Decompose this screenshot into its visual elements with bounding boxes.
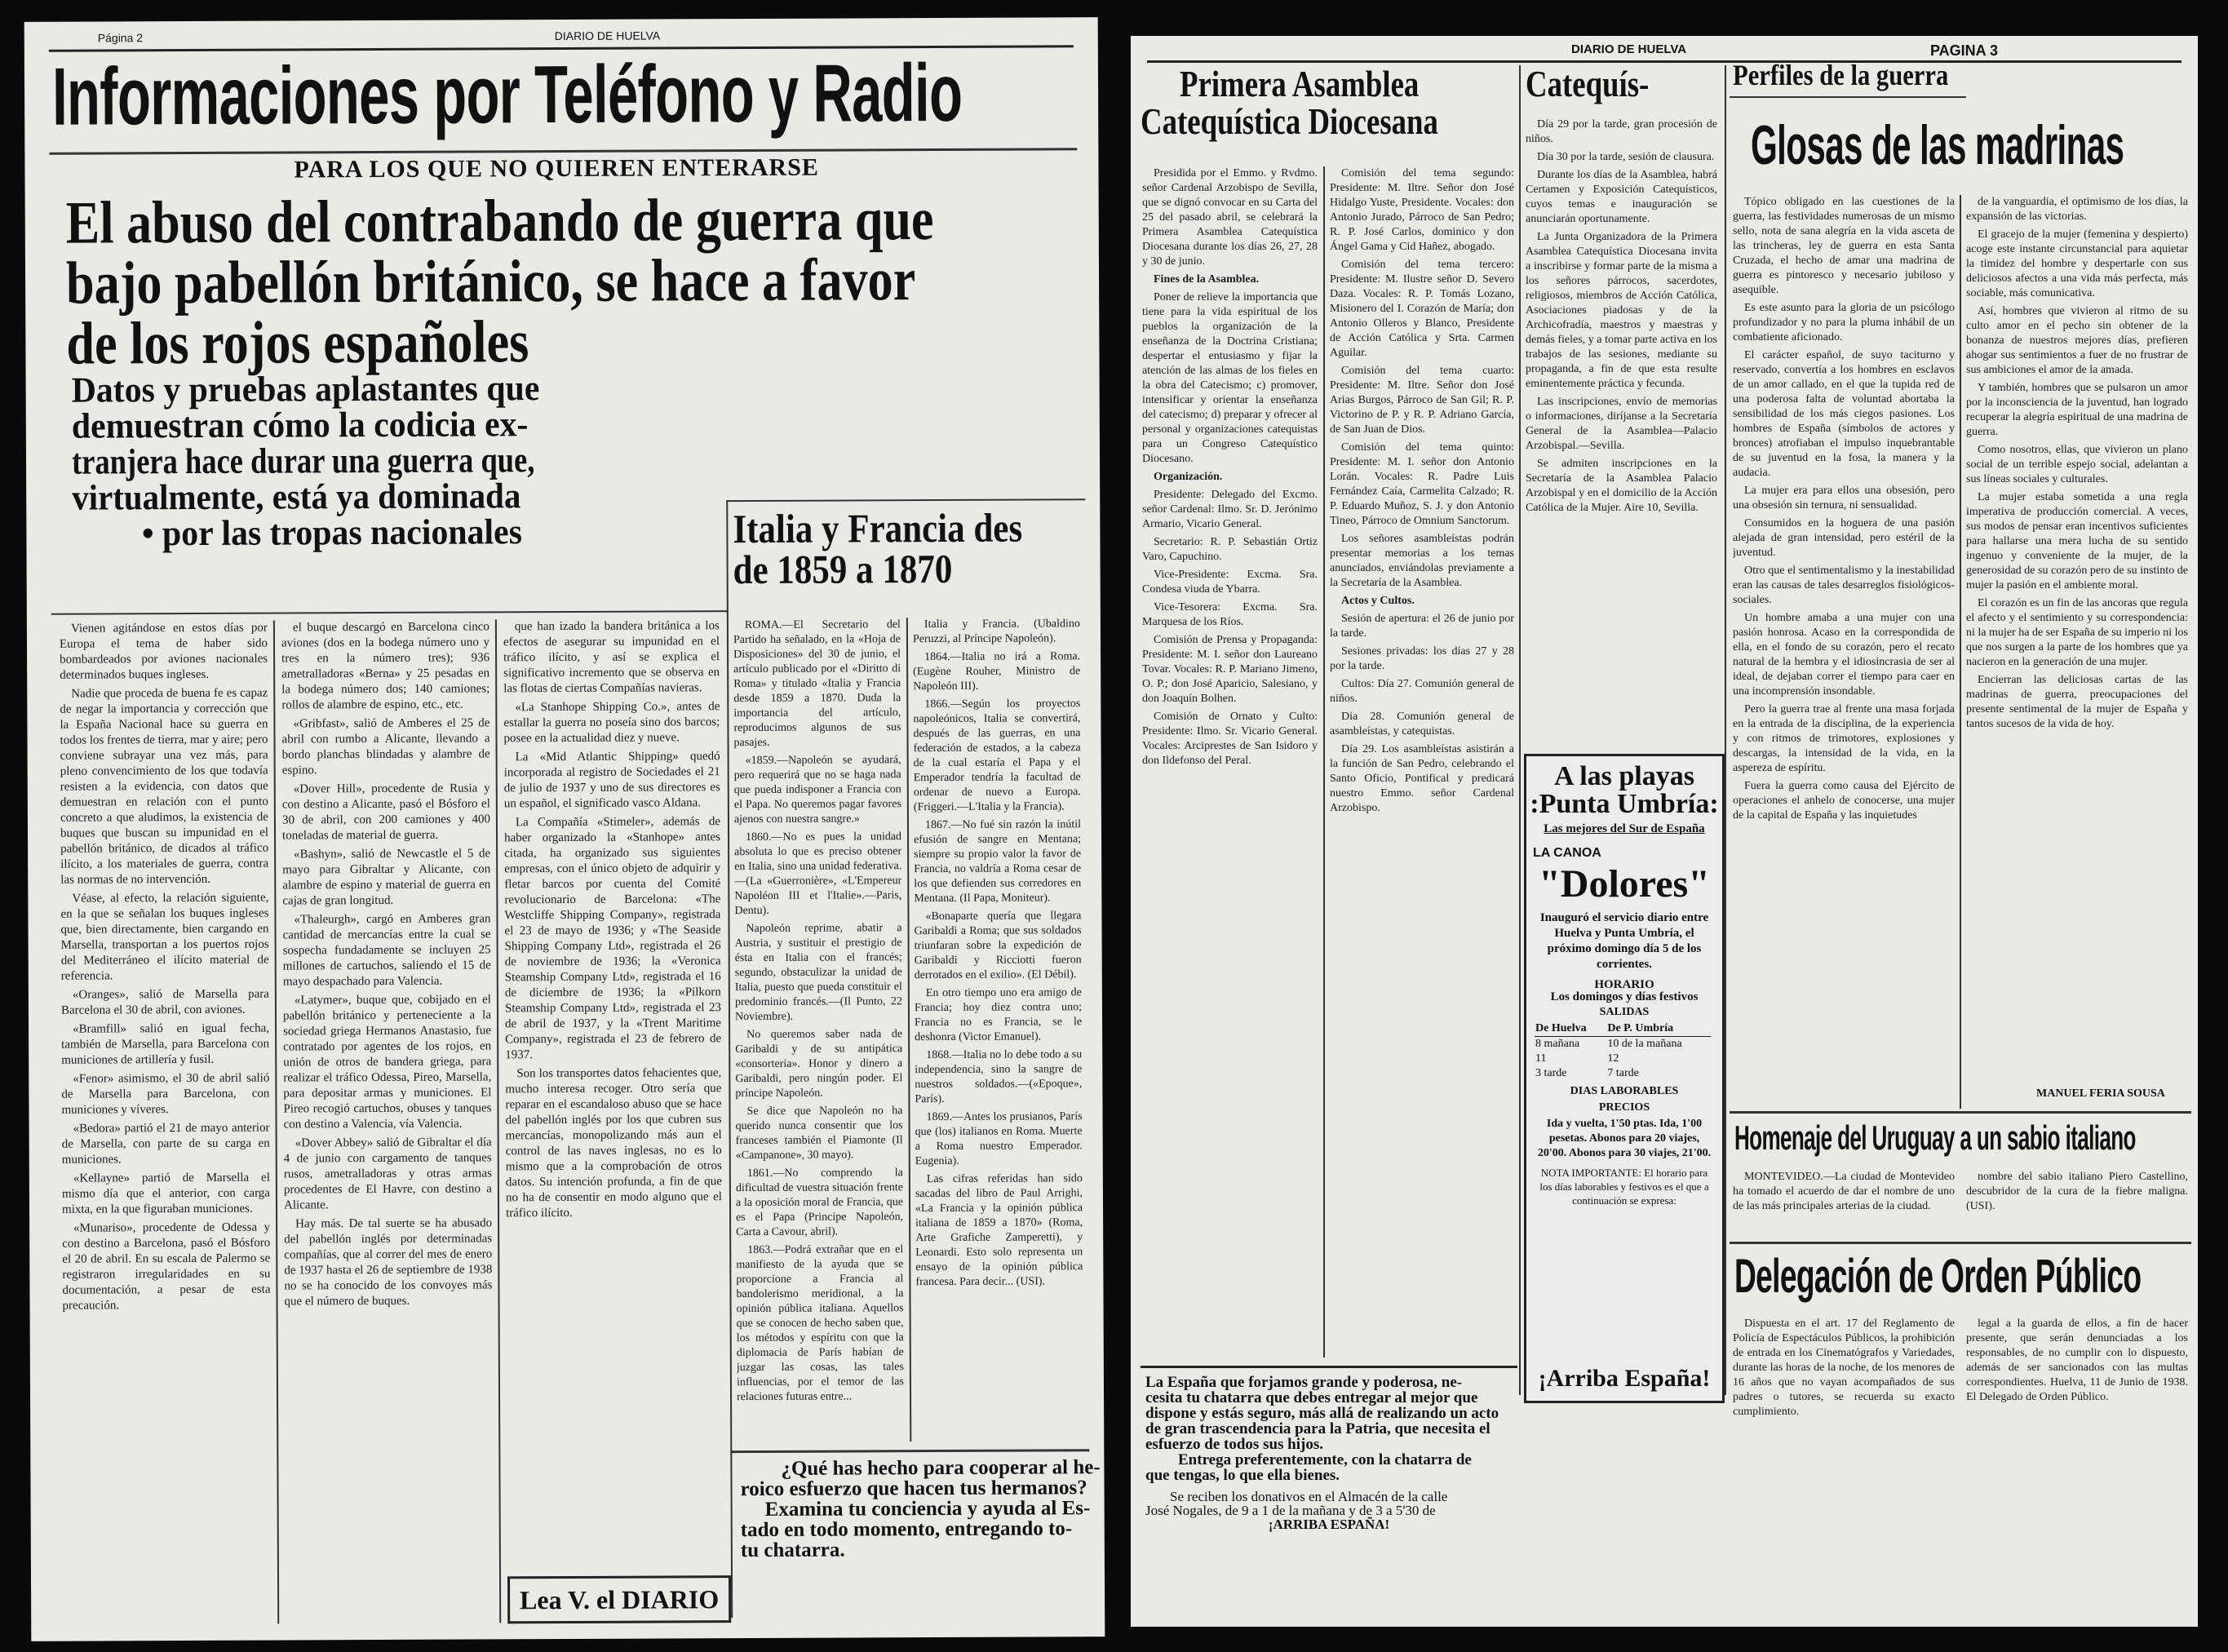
asamblea-headline: Primera Asamblea Catequística Diocesana — [1141, 63, 1438, 142]
uruguay-column-1: MONTEVIDEO.—La ciudad de Montevideo ha tomado el acuerdo de dar el nombre de uno de las más principales arterias de la ciudad. — [1733, 1171, 1955, 1212]
orden-column-1: Dispuesta en el art. 17 del Reglamento de Policía de Espectáculos Públicos, la prohibición de entrada en los Cinematógrafos y Variedades, durante las horas de la noche, de los menores de 16 años que no vayan acompañados de sus padres o tutores, se recuerda su exacto cumplimiento. — [1733, 1318, 1955, 1418]
precios-text: Ida y vuelta, 1'50 ptas. Ida, 1'00 pesetas. Abonos para 20 viajes, 20'00. Abonos para 30 viajes, 21'00. — [1537, 1118, 1712, 1159]
catequis-divider — [1519, 65, 1521, 1395]
column-rule-1 — [273, 621, 279, 1624]
la-canoa: LA CANOA — [1533, 846, 1601, 860]
playas-title-line-2: :Punta Umbría: — [1530, 789, 1719, 819]
column-rule-2 — [495, 619, 501, 1623]
arriba-espana-ad: ¡Arriba España! — [1538, 1365, 1711, 1392]
right-paper-name: DIARIO DE HUELVA — [1571, 42, 1687, 56]
perfiles-divider — [1725, 65, 1726, 1395]
horario-row: 8 mañana 10 de la mañana — [1535, 1038, 1682, 1050]
contraband-column-1: Vienen agitándose en estos días por Europa el tema de haber sido bombardeados por aviones nacionales determinados buques ingleses. Nadie que proceda de buena fe es capaz de negar la importancia y corrección que la España Nacional hace su guerra en todos los frentes de tierra, mar y aire; pero conviene subrayar una vez más, para pleno convencimiento de los que todavía resisten a la evidencia, con datos que demuestran en relación con el punto concreto a que aludimos, la existencia de buques que buscan su impunidad en el pabellón británico, de dicados al tráfico ilícito, a los materiales de guerra, contra las normas de no intervención. Véase, al efecto, la relación siguiente, en la que se señalan los buques ingleses que, bien directamente, bien cargando en Marsella, transportan a los puertos rojos del Mediterráneo el ilícito material de referencia. «Oranges», salió de Marsella para Barcelona el 30 de abril, con aviones. «Bramfill» salió en igual fecha, también de Marsella, para Barcelona con municiones de artillería y fusil. «Fenor» asimismo, el 30 de abril salió de Marsella para Barcelona, con municiones y víveres. «Bedora» partió el 21 de mayo anterior de Marsella, con parte de su carga en municiones. «Kellayne» partió de Marsella el mismo día que el anterior, con carga mixta, en la que figuraban municiones. «Munariso», procedente de Odessa y con destino a Barcelona, pasó el Bósforo el 20 de abril. En su escala de Palermo se registraron irregularidades en su documentación, a pesar de esta precaución. — [59, 621, 271, 1313]
nota-text: NOTA IMPORTANTE: El horario para los días laborables y festivos es el que a continuación se expresa: — [1539, 1167, 1709, 1207]
contraband-column-2: el buque descargó en Barcelona cinco aviones (dos en la bodega número uno y tres en la número tres); 936 ametralladoras «Berna» y 25 pesadas en la bodega número dos; 140 camiones; rollos de alambre de espino, etc., etc. «Gribfast», salió de Amberes el 25 de abril con rumbo a Alicante, llevando a bordo planchas blindadas y alambre de espino. «Dover Hill», procedente de Rusia y con destino a Alicante, pasó el Bósforo el 30 de abril, con 200 camiones y 400 toneladas de material de guerra. «Bashyn», salió de Newcastle el 5 de mayo para Gibraltar y Alicante, con alambre de espino y material de guerra en cajas de gran longitud. «Thaleurgh», cargó en Amberes gran cantidad de mercancías entre la cual se sospecha fundadamente se incluyen 25 millones de cartuchos, saliendo el 15 de mayo despachado para Valencia. «Latymer», buque que, cobijado en el pabellón británico y perteneciente a la sociedad griega Hermanos Anastasio, fue contratado por agentes de los rojos, en unión de otros de bandera griega, para realizar el tráfico Odessa, Pireo, Marsella, para depositar armas y municiones. El Pireo recogió cartuchos, obuses y tanques con destino a Valencia, vía Valencia. «Dover Abbey» salió de Gibraltar el día 4 de junio con cargamento de tanques rusos, ametralladoras y otras armas procedentes de El Havre, con destino a Alicante. Hay más. De tal suerte se ha abusado del pabellón inglés por determinadas compañías, que al correr del mes de enero de 1937 hasta el 26 de septiembre de 1938 no se ha conocido de los convoyes más que el número de buques. — [281, 620, 493, 1309]
lea-el-diario: Lea V. el DIARIO — [519, 1584, 720, 1615]
chatarra-appeal: ¿Qué has hecho para cooperar al he- roico esfuerzo que hacen tus hermanos? Examina tu conciencia y ayuda al Es- tado en todo momento, entregando to- tu chatarra. — [740, 1456, 1101, 1562]
perfiles-rule — [1730, 96, 1966, 98]
horario-row: 11 12 — [1535, 1052, 1619, 1065]
contraband-column-3: que han izado la bandera británica a los efectos de asegurar su impunidad en el tráfico ilícito, y así se explica el significativo incremento que se observa en las flotas de ciertas Compañías navieras. «La Stanhope Shipping Co.», antes de estallar la guerra no poseía sino dos barcos; posee en la actualidad diez y nueve. La «Mid Atlantic Shipping» quedó incorporada al registro de Sociedades el 21 de julio de 1937 y uno de sus directores es un español, el significado vasco Aldana. La Compañía «Stimeler», además de haber organizado la «Stanhope» antes citada, ha organizado sus siguientes empresas, con el único objeto de adquirir y fletar barcos por cuenta del Comité revolucionario de Barcelona: «The Westcliffe Shipping Company», registrada el 23 de mayo de 1936; y «The Seaside Shipping Company Ltd», registrada el 26 de noviembre de 1936; la «Veronica Steamship Company Ltd», registrada el 16 de diciembre de 1936; la «Pilkorn Steamship Company Ltd», registrada el 23 de abril de 1937, y la «Trent Maritime Company», registrada el 23 de febrero de 1937. Son los transportes datos fehacientes que, mucho interesa recoger. Otro sería que reparar en el escandaloso abuso que se hace del pabellón inglés por los que cubren sus mercancías, monopolizando más aun el control de las naves inglesas, no es lo mismo que a la comprobación de otros datos. Su intención profunda, a fin de que no ha de consentir en modo alguno que el tráfico ilícito. — [503, 619, 723, 1220]
playas-subtitle: Las mejores del Sur de España — [1544, 822, 1705, 835]
left-paper-name: DIARIO DE HUELVA — [554, 29, 661, 43]
col-umbria: De P. Umbría — [1606, 1021, 1711, 1037]
subhead-line-2: demuestran cómo la codicia ex- — [71, 404, 529, 446]
appeal-rule — [730, 1449, 1089, 1453]
subhead-rule — [51, 610, 729, 615]
uruguay-column-2: nombre del sabio italiano Piero Castellino, descubridor de la cura de la fiebre maligna. (USI). — [1966, 1171, 2188, 1212]
chatarra-box — [1141, 1366, 1517, 1613]
asamblea-column-rule — [1323, 166, 1325, 1357]
kicker: PARA LOS QUE NO QUIEREN ENTERARSE — [294, 153, 819, 184]
italia-headline-line-2: de 1859 a 1870 — [733, 545, 953, 593]
horario-row: 3 tarde 7 tarde — [1535, 1067, 1639, 1079]
uruguay-headline: Homenaje del Uruguay a un sabio italiano — [1734, 1118, 2136, 1157]
laborables-label: DIAS LABORABLES — [1570, 1085, 1679, 1097]
italia-column-rule — [906, 618, 911, 1442]
chatarra-text: La España que forjamos grande y poderosa, ne- cesita tu chatarra que debes entregar al mejor que dispone y estás seguro, más allá de realizando un acto de gran trascendencia para la Patria, que necesita el esfuerzo de todos sus hijos. Entrega preferentemente, con la chatarra de que tengas, lo que ella bienes. — [1145, 1374, 1499, 1484]
glosas-headline: Glosas de las madrinas — [1751, 114, 2124, 176]
punta-umbria-ad — [1524, 754, 1725, 1403]
dolores-name: "Dolores" — [1539, 862, 1710, 906]
italia-column-2: Italia y Francia. (Ubaldino Peruzzi, al Príncipe Napoleón). 1864.—Italia no irá a Roma. (Eugène Rouher, Ministro de Napoleón III). 1866.—Según los proyectos napoleónicos, Italia se convertirá, después de las guerras, en una federación de estados, a la cabeza de la cual estaría el Papa y el Emperador tendría la facultad de ordenar de nuevo a Europa. (Friggeri.—L'Italia y la Francia). 1867.—No fué sin razón la inútil efusión de sangre en Mentana; siempre su propio valor la favor de Francia, no valdría a Roma cesar de los que defienden sus corredores en Mentana. (Il Papa, Moniteur). «Bonaparte quería que llegara Garibaldi a Roma; que sus soldados triunfaran sobre la expedición de Garibaldi y Ricciotti fueron derrotados en el exilio». (El Débil). En otro tiempo uno era amigo de Francia; hoy diez contra uno; Francia no es Francia, se le deshonra (Victor Emanuel). 1868.—Italia no lo debe todo a su independencia, sino la sangre de nuestros soldados.—(«Epoque», París). 1869.—Antes los prusianos, París que (los) italianos en Roma. Muerte a Roma nuestro Emperador. Eugenia). Las cifras referidas han sido sacadas del libro de Paul Arrighi, «La Francia y la opinión pública italiana de 1859 a 1870» (Roma, Arte Grafiche Zamperetti), y Leonardi. Esto solo representa un ensayo de la opinión pública francesa. Para decir... (USI). — [912, 618, 1083, 1289]
banner-headline: Informaciones por Teléfono y Radio — [51, 47, 963, 143]
right-page-number: PAGINA 3 — [1930, 42, 1999, 59]
orden-publico-headline: Delegación de Orden Público — [1734, 1250, 2142, 1303]
italia-top-rule — [726, 498, 1085, 502]
subhead-line-1: Datos y pruebas aplastantes que — [71, 368, 540, 410]
orden-column-2: legal a la guarda de ellos, a fin de hacer presente, que serán denunciadas a los responsables, de no cumplir con lo dispuesto, además de ser sancionados con las multas correspondientes. Huelva, 11 de Junio de 1938. El Delegado de Orden Público. — [1966, 1318, 2188, 1403]
uruguay-rule — [1730, 1111, 2191, 1114]
main-headline-line-3: de los rojos españoles — [66, 308, 529, 378]
glosas-column-1: Tópico obligado en las cuestiones de la guerra, las festividades numerosas de un mismo sello, nota de sana alegría en la vida asceta de las trincheras, ley de guerra en esta Santa Cruzada, el hecho de amar una madrina de guerra es pintoresco y necesario jubiloso y asequible. Es este asunto para la gloria de un psicólogo profundizador y no para la pluma inhábil de un combatiente aficionado. El carácter español, de suyo taciturno y reservado, convertía a los hombres en esclavos de un amor callado, en el que la tupida red de una poderosa falta de voluntad abortaba la sensibilidad de los más ciegos pasiones. Los hombres de España (símbolos de actores y bronces) atrofiaban el impulso inquebrantable de su juventud en la fosa, la manera y la audacia. La mujer era para ellos una obsesión, pero una obsesión sin ternura, ni sensualidad. Consumidos en la hoguera de una pasión alejada de gran intensidad, pero estéril de la juventud. Otro que el sentimentalismo y la inestabilidad eran las causas de tales desarreglos fisiológicos-sociales. Un hombre amaba a una mujer con una pasión honrosa. Acaso en la correspondida de ella, en el fondo de su corazón, pero el recato natural de la hembra y el idiosincrasia de ser al ideal, de dejaban correr el tiempo para caer en una incomprensión insondable. Pero la guerra trae al frente una masa forjada en la entrada de la disciplina, de la experiencia y con ritmos de trimotores, explosiones y descargas, la intensidad de la vida, en la aspereza de espíritu. Fuera la guerra como causa del Ejército de operaciones el anhelo de conocerse, una mujer de la capital de España y las inquietudes — [1733, 196, 1955, 822]
asamblea-column-1: Presidida por el Emmo. y Rvdmo. señor Cardenal Arzobispo de Sevilla, que se dignó convocar en su Carta del 25 del pasado abril, se celebrará la Primera Asamblea Catequística Diocesana durante los días 26, 27, 28 y 30 de junio. Fines de la Asamblea. Poner de relieve la importancia que tiene para la vida espiritual de los pueblos la organización de la enseñanza de la Doctrina Cristiana; despertar el entusiasmo y fijar la atención de las almas de los fieles en la obra del Catecismo; c) promover, intensificar y orientar la enseñanza del catecismo; d) preparar y ofrecer al personal y organizaciones catequistas para un Congreso Catequístico Diocesano. Organización. Presidente: Delegado del Excmo. señor Cardenal: Ilmo. Sr. D. Jerónimo Armario, Vicario General. Secretario: R. P. Sebastián Ortiz Varo, Capuchino. Vice-Presidente: Excma. Sra. Condesa viuda de Ybarra. Vice-Tesorera: Excma. Sra. Marquesa de los Ríos. Comisión de Prensa y Propaganda: Presidente: M. I. señor don Laureano Tovar. Vocales: R. P. Mariano Jimeno, O. P.; don José Aparicio, Salesiano, y don Joaquín Bolhen. Comisión de Ornato y Culto: Presidente: Ilmo. Sr. Vicario General. Vocales: Arciprestes de San Isidoro y don Ildefonso del Peral. — [1142, 167, 1318, 767]
italia-column-1: ROMA.—El Secretario del Partido ha señalado, en la «Hoja de Disposiciones» del 30 de junio, el artículo publicado por el «Diritto di Roma» y titulado «Italia y Francia desde 1859 a 1870. Duda la importancia del artículo, reproducimos algunos de sus pasajes. «1859.—Napoleón se ayudará, pero requerirá que no se haga nada que pueda indisponer a Francia con el Papa. No queremos pagar favores ajenos con nuestra sangre.» 1860.—No es pues la unidad absoluta lo que es preciso obtener en Italia, sino una unidad federativa.—(La «Guerronière», «L'Empereur Napoléon III et l'Italie».—Paris, Dentu). Napoleón reprime, abatir a Austria, y sustituir el prestigio de ésta en Italia con el francés; segundo, obstaculizar la unidad de Italia, puesto que pueda constituir el predominio francés.—(Il Punto, 22 Noviembre). No queremos saber nada de Garibaldi y de su antipática «consorteria». Honor y dinero a Garibaldi, pero ningún poder. El príncipe Napoleón. Se dice que Napoleón no ha querido nunca consentir que los franceses también el Piamonte (Il «Campanone», 30 mayo). 1861.—No comprendo la dificultad de vuestra situación frente a la oposición moral de Francia, que es el Papa (Principe Napoleón, Carta a Cavour, abril). 1863.—Podrá extrañar que en el manifiesto de la ayuda que se proporcione a Francia al bandolerismo meridional, a la opinión pública italiana. Aquellos que se conocen de hecho saben que, los métodos y espíritu con que la diplomacia de París habían de juzgar las cosas, las tales influencias, por el temor de las relaciones futuras entre... — [733, 618, 904, 1404]
lea-el-diario-box — [507, 1575, 731, 1623]
subhead-line-4: virtualmente, está ya dominada — [72, 476, 521, 518]
subheadline — [71, 368, 725, 554]
horario-table — [1535, 1021, 1711, 1081]
horario-sub: Los domingos y días festivos — [1550, 990, 1699, 1003]
chatarra-footer: Se reciben los donativos en el Almacén de la calle José Nogales, de 9 a 1 de la mañana y de 3 a 5'30 de ¡ARRIBA ESPAÑA! — [1145, 1489, 1448, 1532]
col-huelva: De Huelva — [1535, 1021, 1606, 1037]
left-page-number: Página 2 — [97, 31, 144, 45]
italia-headline-line-1: Italia y Francia des — [733, 504, 1023, 552]
catequis-column: Día 29 por la tarde, gran procesión de niños. Día 30 por la tarde, sesión de clausura. Durante los días de la Asamblea, habrá Certamen y Exposición Catequísticos, cuyos temas e inauguración se anunciarán oportunamente. La Junta Organizadora de la Primera Asamblea Catequística Diocesana invita a inscribirse y formar parte de la misma a los señores párrocos, sacerdotes, religiosos, miembros de Acción Católica, Asociaciones piadosas y de la Archicofradía, maestros y maestras y demás fieles, y a tomar parte activa en los trabajos de las sesiones, mediante su propaganda, a fin de que esta resulte eminentemente práctica y fecunda. Las inscripciones, envío de memorias o informaciones, diríjanse a la Secretaría General de la Asamblea—Palacio Arzobispal.—Sevilla. Se admiten inscripciones en la Secretaría de la Asamblea Palacio Arzobispal y en el domicilio de la Acción Católica de la Mujer. Aire 10, Sevilla. — [1526, 118, 1717, 514]
perfiles-headline: Perfiles de la guerra — [1733, 59, 1949, 91]
playas-title-line-1: A las playas — [1554, 761, 1694, 791]
horario-title: HORARIO — [1594, 978, 1654, 991]
orden-rule — [1730, 1242, 2191, 1244]
main-headline-line-2: bajo pabellón británico, se hace a favor — [65, 246, 916, 317]
asamblea-column-2: Comisión del tema segundo: Presidente: M. Iltre. Señor don José Hidalgo Yuste, Presidente. Vocales: don Antonio Jurado, Párroco de San Pedro; R. P. José Carlos, dominico y don Ángel Gama y Cid Hañez, abogado. Comisión del tema tercero: Presidente: M. Ilustre señor D. Severo Daza. Vocales: R. P. Tomás Lozano, Misionero del I. Corazón de María; don Antonio Olleros y Blanco, Presidente de Acción Católica y Srta. Carmen Aguilar. Comisión del tema cuarto: Presidente: M. Iltre. Señor don José Arias Burgos, Párroco de San Gil; R. P. Victorino de P. y R. P. Adriano García, de San Juan de Dios. Comisión del tema quinto: Presidente: M. I. señor don Antonio Lorán. Vocales: R. Padre Luis Fernández Caía, Carmelita Calzado; R. P. Eduardo Muñoz, S. J. y don Antonio Tineo, Párroco de Omnium Sanctorum. Los señores asambleístas podrán presentar memorias a los temas anunciados, enviándolas previamente a la Secretaría de la Asamblea. Actos y Cultos. Sesión de apertura: el 26 de junio por la tarde. Sesiones privadas: los días 27 y 28 por la tarde. Cultos: Día 27. Comunión general de niños. Día 28. Comunión general de asambleístas, y catequistas. Día 29. Los asambleístas asistirán a la función de San Pedro, celebrando el Santo Oficio, Pontifical y predicará nuestro Emmo. señor Cardenal Arzobispo. — [1330, 167, 1514, 814]
left-newspaper-page — [24, 17, 1105, 1641]
glosas-author: MANUEL FERIA SOUSA — [2036, 1087, 2165, 1100]
catequis-headline: Catequís- — [1526, 63, 1650, 104]
subhead-line-3: tranjera hace durar una guerra que, — [71, 440, 535, 482]
main-headline — [65, 186, 1087, 378]
italia-headline — [733, 504, 1092, 593]
right-newspaper-page — [1131, 36, 2198, 1627]
right-page-header — [1147, 42, 2181, 63]
glosas-column-rule — [1960, 195, 1961, 1109]
dolores-text: Inauguró el servicio diario entre Huelva y Punta Umbría, el próximo domingo día 5 de los corrientes. — [1539, 911, 1709, 971]
glosas-column-2: de la vanguardia, el optimismo de los días, la expansión de las victorias. El gracejo de la mujer (femenina y despierto) acoge este instante circunstancial para aquietar la timidez del hombre y despertarle con sus deliciosos afectos a una vida más perfecta, más sociable, más comunicativa. Así, hombres que vivieron al ritmo de su culto amor en el pecho sin obtener de la bonanza de nuestros mejores días, prefieren ahogar sus sentimientos a fuer de no frustrar de sus ambiciones el amor de la amada. Y también, hombres que se pulsaron un amor por la inconsciencia de la juventud, han logrado recuperar la alegría espiritual de una madrina de guerra. Como nosotros, ellas, que vivieron un plano social de un terrible espejo social, adelantan a sus líneas sociales y culturales. La mujer estaba sometida a una regla imperativa de producción comercial. A veces, sus modos de pensar eran incentivos suficientes para hallarse una mera lucha de su sentido ingenuo y conveniente de la mujer, de la generosidad de su corazón pero de su instinto de mujer la pasión en el ambiente moral. El corazón es un fin de las ancoras que regula el afecto y el sentimiento y su correspondencia: ni la mujer ha de ser España de su imperio ni los que nos surgen a la parte de los hombres que ya nacieron en la generación de una mujer. Encierran las deliciosas cartas de las madrinas de guerra, preocupaciones del presente sentimental de la mujer de España y tantos sucesos de la vida de hoy. — [1966, 196, 2188, 730]
salidas-label: SALIDAS — [1599, 1006, 1650, 1018]
main-headline-line-1: El abuso del contrabando de guerra que — [65, 186, 934, 257]
banner-rule — [49, 148, 1077, 154]
precios-label: PRECIOS — [1598, 1101, 1650, 1114]
subhead-line-5: • por las tropas nacionales — [141, 512, 523, 554]
